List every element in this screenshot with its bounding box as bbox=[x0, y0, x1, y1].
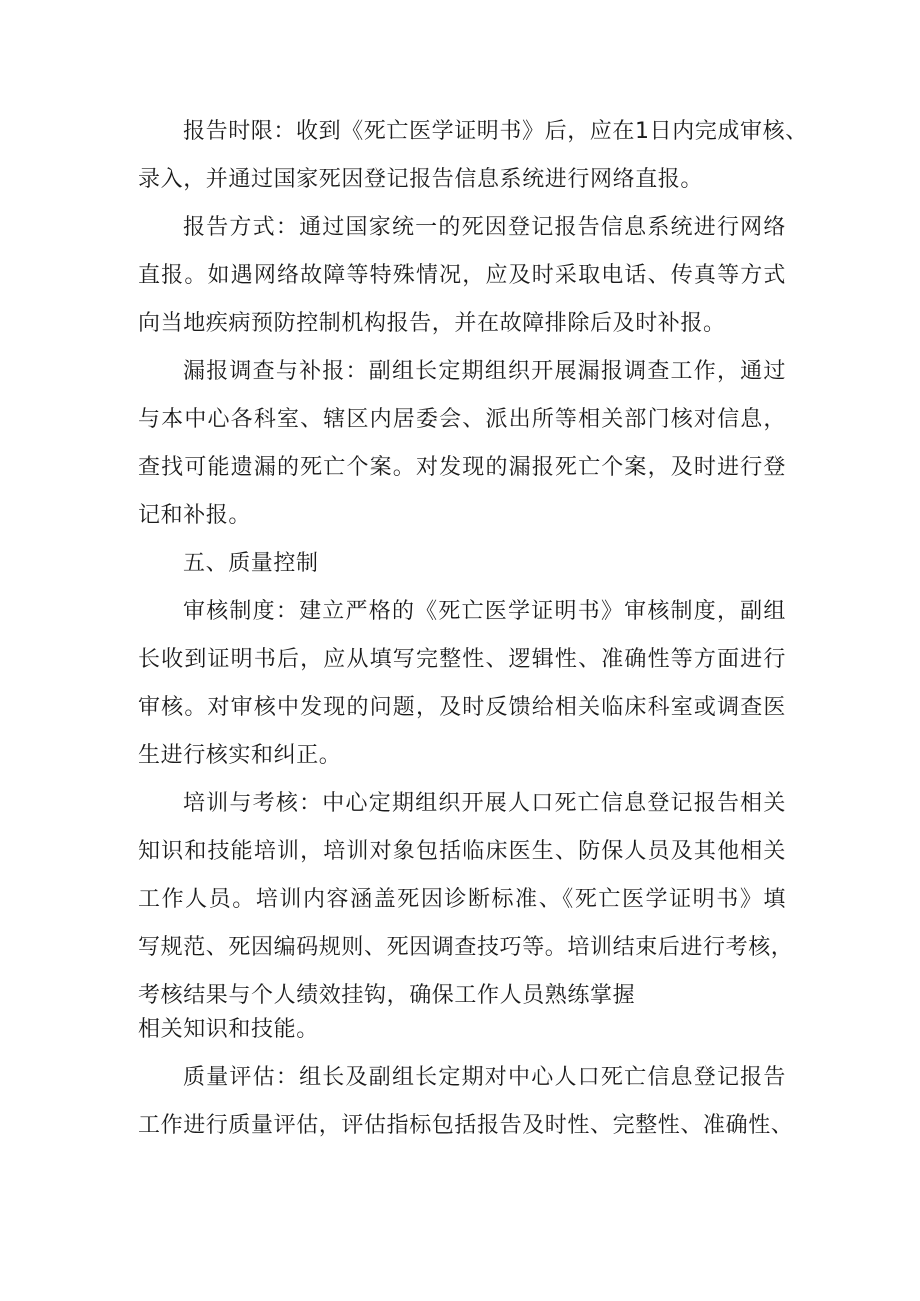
paragraph-line: 工作人员。培训内容涵盖死因诊断标准、《死亡医学证明书》填 bbox=[138, 887, 786, 912]
paragraph-line: 考核结果与个人绩效挂钩，确保工作人员熟练掌握 bbox=[138, 983, 636, 1008]
paragraph-line: 审核。对审核中发现的问题，及时反馈给相关临床科室或调查医 bbox=[138, 695, 786, 720]
paragraph-line: 知识和技能培训，培训对象包括临床医生、防保人员及其他相关 bbox=[138, 839, 786, 864]
paragraph-line: 写规范、死因编码规则、死因调查技巧等。培训结束后进行考核， bbox=[138, 935, 794, 960]
paragraph-line: 报告时限：收到《死亡医学证明书》后，应在1日内完成审核、 bbox=[183, 119, 808, 144]
paragraph-line: 漏报调查与补报：副组长定期组织开展漏报调查工作，通过 bbox=[183, 359, 786, 384]
paragraph-line: 向当地疾病预防控制机构报告，并在故障排除后及时补报。 bbox=[138, 311, 726, 336]
paragraph-line: 直报。如遇网络故障等特殊情况，应及时采取电话、传真等方式 bbox=[138, 263, 786, 288]
paragraph-line: 记和补报。 bbox=[138, 503, 252, 528]
paragraph-line: 查找可能遗漏的死亡个案。对发现的漏报死亡个案，及时进行登 bbox=[138, 455, 786, 480]
paragraph-line: 长收到证明书后，应从填写完整性、逻辑性、准确性等方面进行 bbox=[138, 647, 786, 672]
paragraph-line: 与本中心各科室、辖区内居委会、派出所等相关部门核对信息， bbox=[138, 407, 786, 432]
paragraph-line: 培训与考核：中心定期组织开展人口死亡信息登记报告相关 bbox=[183, 791, 786, 816]
paragraph-line: 报告方式：通过国家统一的死因登记报告信息系统进行网络 bbox=[183, 215, 786, 240]
paragraph-line: 审核制度：建立严格的《死亡医学证明书》审核制度，副组 bbox=[183, 599, 786, 624]
paragraph-line: 录入，并通过国家死因登记报告信息系统进行网络直报。 bbox=[138, 167, 704, 192]
section-heading: 五、质量控制 bbox=[183, 551, 319, 576]
paragraph-line: 生进行核实和纠正。 bbox=[138, 743, 342, 768]
paragraph-line: 质量评估：组长及副组长定期对中心人口死亡信息登记报告 bbox=[183, 1065, 786, 1090]
paragraph-line: 相关知识和技能。 bbox=[138, 1017, 319, 1042]
paragraph-line: 工作进行质量评估，评估指标包括报告及时性、完整性、准确性、 bbox=[138, 1113, 794, 1138]
